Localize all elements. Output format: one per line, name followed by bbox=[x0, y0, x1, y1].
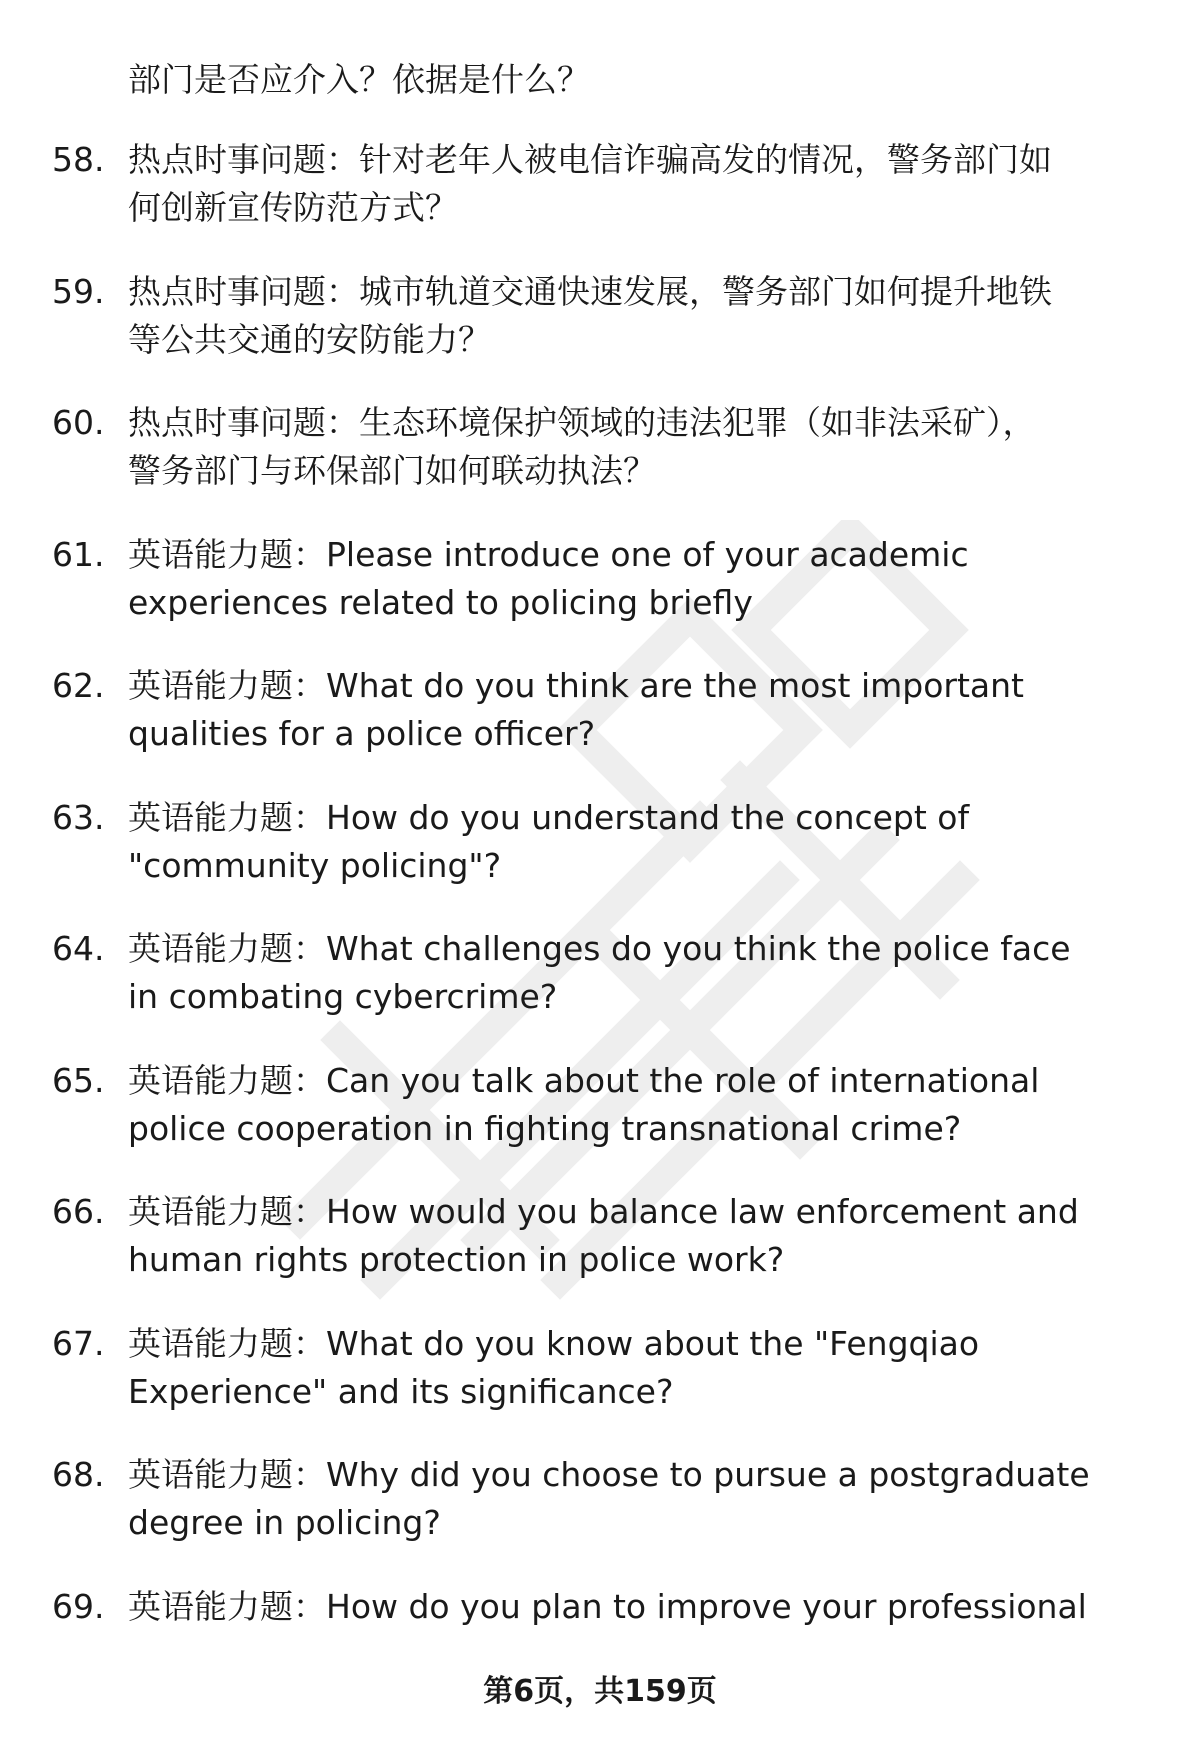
question-text bbox=[128, 1188, 1148, 1284]
question-item bbox=[0, 662, 1200, 794]
question-item bbox=[0, 531, 1200, 663]
question-line: 热点时事问题：针对老年人被电信诈骗高发的情况，警务部门如 bbox=[128, 140, 1052, 179]
question-number: 62. bbox=[52, 666, 105, 705]
question-number: 66. bbox=[52, 1192, 105, 1231]
question-text bbox=[128, 925, 1148, 1021]
continued-question-text: 部门是否应介入？依据是什么？ bbox=[128, 60, 590, 99]
page-footer: 第6页，共159页 bbox=[483, 1674, 717, 1709]
question-number: 59. bbox=[52, 271, 105, 311]
question-line: 热点时事问题：生态环境保护领域的违法犯罪（如非法采矿）， bbox=[128, 403, 1036, 442]
question-line: "community policing"? bbox=[128, 845, 502, 885]
question-line: 英语能力题：What challenges do you think the police face bbox=[128, 929, 1071, 968]
question-text bbox=[128, 794, 1148, 890]
question-number: 69. bbox=[52, 1586, 105, 1626]
question-item bbox=[0, 925, 1200, 1057]
question-number: 65. bbox=[52, 1060, 105, 1100]
question-item bbox=[0, 136, 1200, 268]
question-text bbox=[128, 268, 1148, 364]
question-item bbox=[0, 1057, 1200, 1189]
question-text bbox=[128, 1583, 1148, 1631]
question-line: Experience" and its significance? bbox=[128, 1371, 674, 1411]
question-line: qualities for a police officer? bbox=[128, 714, 596, 753]
question-item bbox=[0, 1188, 1200, 1320]
question-text bbox=[128, 531, 1148, 627]
question-text bbox=[128, 1057, 1148, 1153]
question-line: 英语能力题：How do you plan to improve your professional bbox=[128, 1586, 1087, 1626]
question-line: 英语能力题：What do you know about the "Fengqiao bbox=[128, 1323, 980, 1363]
question-number: 63. bbox=[52, 797, 105, 837]
question-text bbox=[128, 1320, 1148, 1416]
question-number: 60. bbox=[52, 403, 105, 442]
question-line: 何创新宣传防范方式？ bbox=[128, 188, 458, 227]
question-line: 等公共交通的安防能力？ bbox=[128, 319, 491, 359]
question-line: police cooperation in fighting transnational crime? bbox=[128, 1108, 962, 1148]
question-text bbox=[128, 1451, 1148, 1547]
question-item bbox=[0, 399, 1200, 531]
question-list bbox=[0, 136, 1200, 1714]
question-line: 英语能力题：Why did you choose to pursue a postgraduate bbox=[128, 1455, 1090, 1494]
question-line: degree in policing? bbox=[128, 1503, 441, 1542]
question-number: 67. bbox=[52, 1323, 105, 1363]
question-line: 英语能力题：Can you talk about the role of international bbox=[128, 1060, 1040, 1100]
question-line: 英语能力题：Please introduce one of your academic bbox=[128, 534, 969, 574]
question-number: 68. bbox=[52, 1455, 105, 1494]
question-line: 英语能力题：How would you balance law enforcement and bbox=[128, 1192, 1079, 1231]
question-line: human rights protection in police work? bbox=[128, 1240, 785, 1279]
question-line: 英语能力题：What do you think are the most important bbox=[128, 666, 1024, 705]
question-text bbox=[128, 136, 1148, 232]
question-line: experiences related to policing briefly bbox=[128, 582, 753, 622]
question-line: 英语能力题：How do you understand the concept of bbox=[128, 797, 970, 837]
question-item bbox=[0, 1320, 1200, 1452]
question-item bbox=[0, 1451, 1200, 1583]
question-number: 58. bbox=[52, 140, 105, 179]
question-text bbox=[128, 662, 1148, 758]
question-number: 61. bbox=[52, 534, 105, 574]
question-line: 热点时事问题：城市轨道交通快速发展，警务部门如何提升地铁 bbox=[128, 271, 1052, 311]
question-line: in combating cybercrime? bbox=[128, 977, 558, 1016]
question-text bbox=[128, 399, 1148, 495]
question-item bbox=[0, 794, 1200, 926]
question-number: 64. bbox=[52, 929, 105, 968]
question-line: 警务部门与环保部门如何联动执法？ bbox=[128, 451, 656, 490]
question-item bbox=[0, 268, 1200, 400]
